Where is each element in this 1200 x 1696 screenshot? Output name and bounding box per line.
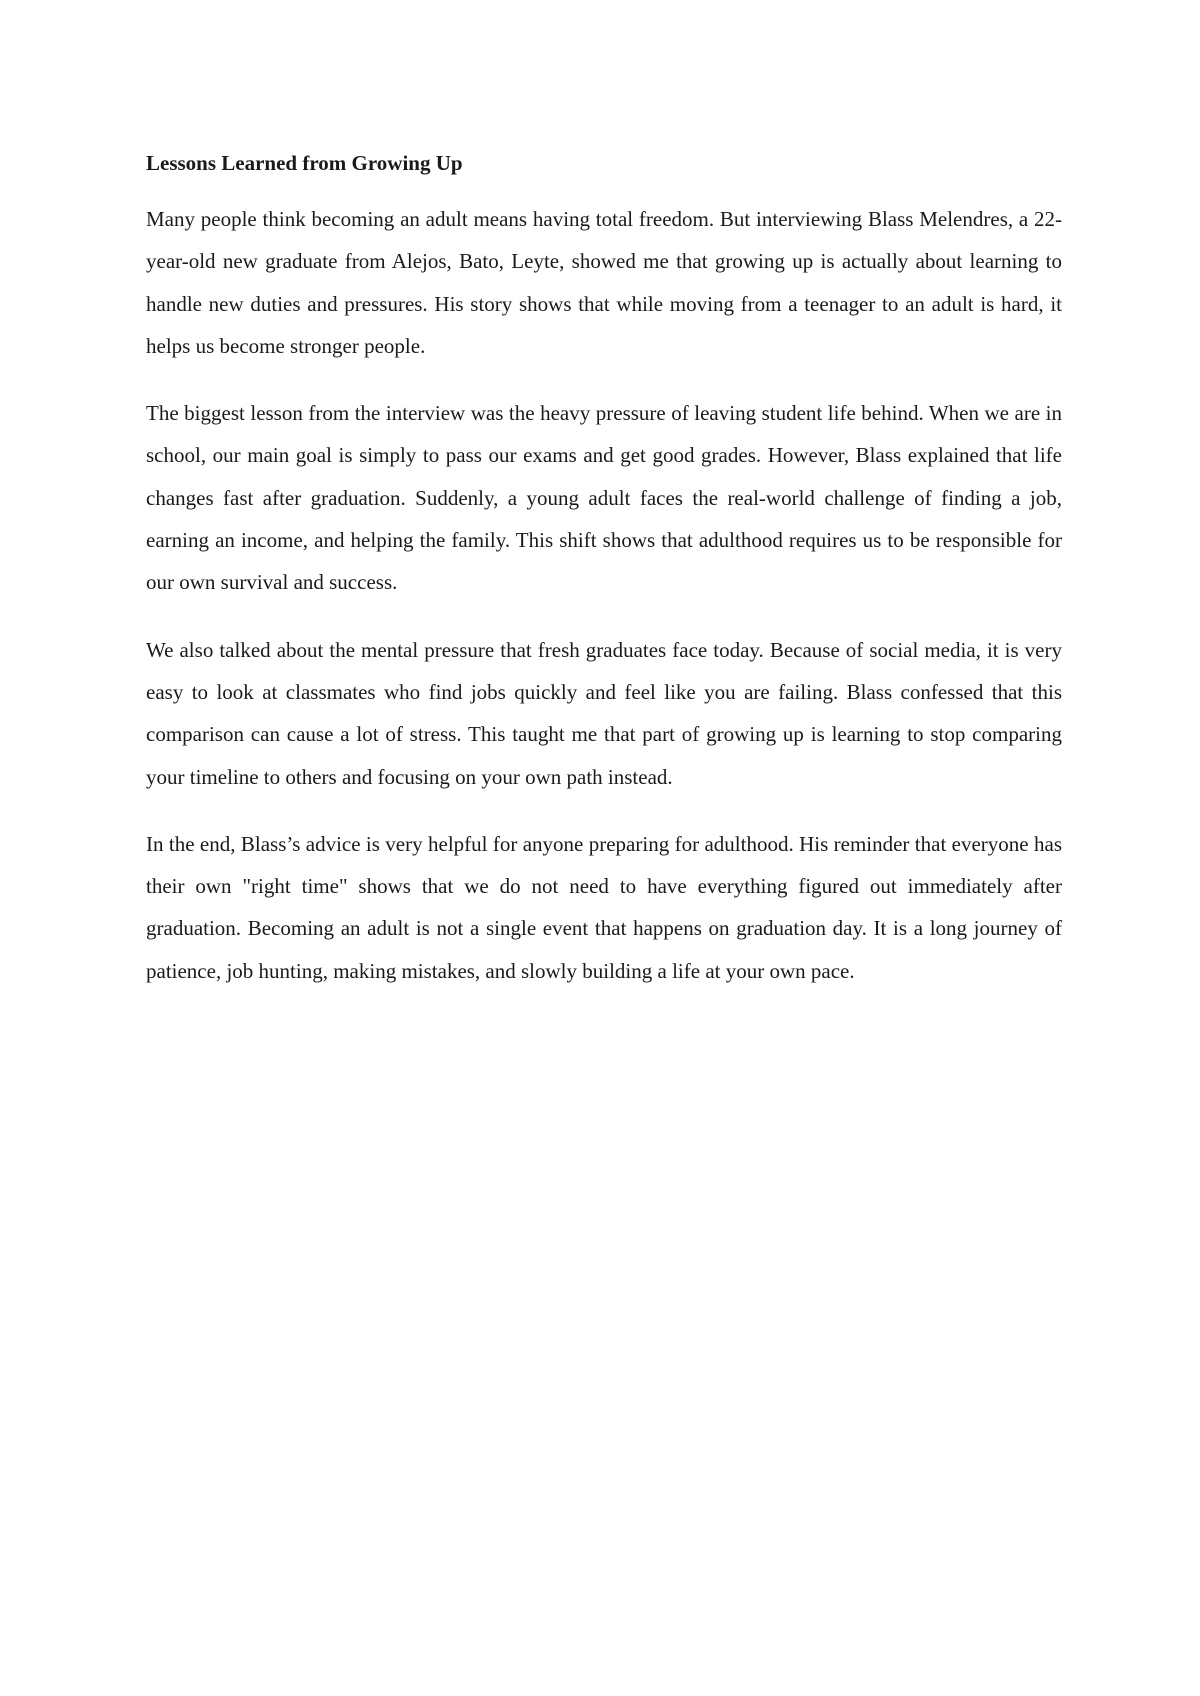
paragraph-mental-pressure: We also talked about the mental pressure that fresh graduates face today. Because of social media, it is very easy to look at classmates who find jobs quickly and feel like you are failing. Blass confessed that this comparison can cause a lot of stress. This taught me that part of growing up is learning to stop comparing your timeline to others and focusing on your own path instead. <box>146 637 1062 789</box>
paragraph-conclusion: In the end, Blass’s advice is very helpful for anyone preparing for adulthood. His reminder that everyone has their own "right time" shows that we do not need to have everything figured out immediately after graduation. Becoming an adult is not a single event that happens on graduation day. It is a long journey of patience, job hunting, making mistakes, and slowly building a life at your own pace. <box>146 831 1062 983</box>
paragraph-intro: Many people think becoming an adult means having total freedom. But interviewing Blass Melendres, a 22-year-old new graduate from Alejos, Bato, Leyte, showed me that growing up is actually about learning to handle new duties and pressures. His story shows that while moving from a teenager to an adult is hard, it helps us become stronger people. <box>146 207 1062 358</box>
document-title: Lessons Learned from Growing Up <box>146 151 463 175</box>
paragraph-student-life: The biggest lesson from the interview was the heavy pressure of leaving student life behind. When we are in school, our main goal is simply to pass our exams and get good grades. However, Blass explained that life changes fast after graduation. Suddenly, a young adult faces the real-world challenge of finding a job, earning an income, and helping the family. This shift shows that adulthood requires us to be responsible for our own survival and success. <box>146 401 1062 595</box>
document-body <box>146 142 1062 1017</box>
